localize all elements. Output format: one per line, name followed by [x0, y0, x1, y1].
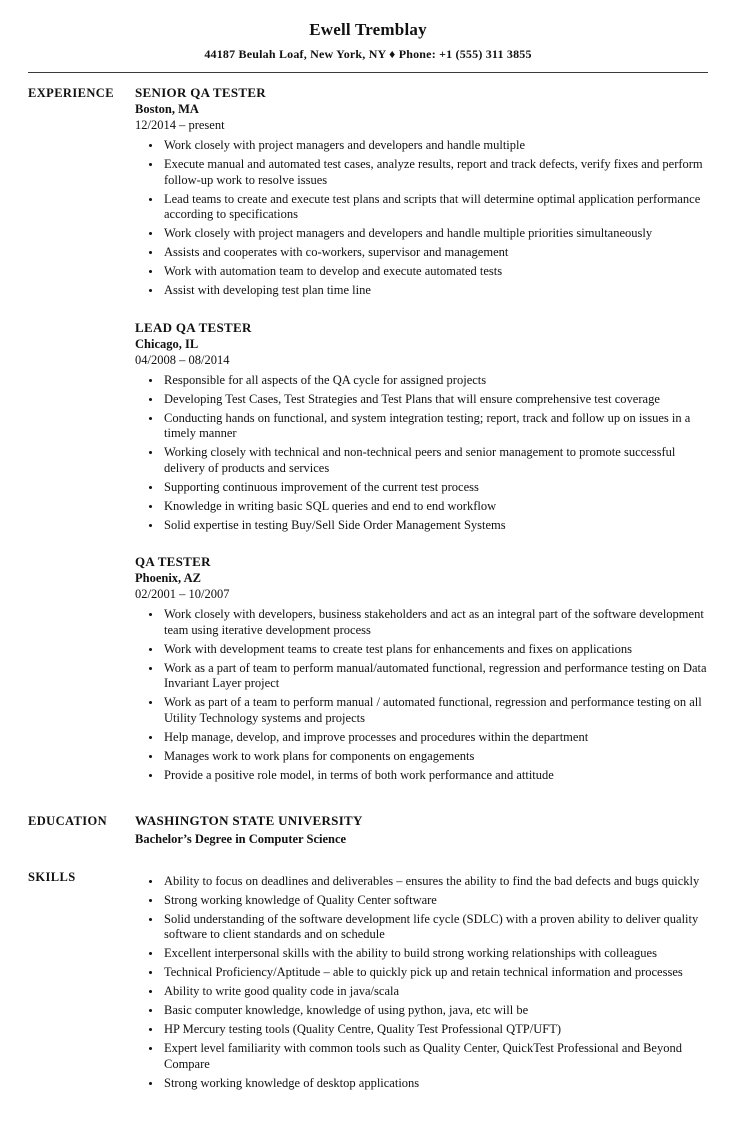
bullet-item: • Work with development teams to create test plans for enhancements and fixes on applications: [162, 642, 708, 658]
resume-header: [28, 16, 708, 62]
bullet-item: • Work closely with developers, business stakeholders and act as an integral part of the software development team using iterative development process: [162, 607, 708, 638]
skills-list: [135, 874, 708, 1092]
job-entry: [135, 85, 708, 299]
bullet-item: • Provide a positive role model, in terms of both work performance and attitude: [162, 768, 708, 784]
bullet-item: • Work closely with project managers and developers and handle multiple priorities simultaneously: [162, 226, 708, 242]
bullet-item: • Excellent interpersonal skills with the ability to build strong working relationships with colleagues: [162, 946, 708, 962]
job-bullets: [135, 373, 708, 534]
bullet-item: • Work as a part of team to perform manual/automated functional, regression and performance testing on Data Invariant Layer project: [162, 661, 708, 692]
job-entry: [135, 320, 708, 534]
degree-name: Bachelor’s Degree in Computer Science: [135, 831, 347, 846]
section-label-experience: EXPERIENCE: [28, 86, 114, 100]
section-experience: [28, 85, 708, 787]
bullet-item: • Work with automation team to develop and execute automated tests: [162, 264, 708, 280]
bullet-item: • Help manage, develop, and improve processes and procedures within the department: [162, 730, 708, 746]
bullet-item: • Work closely with project managers and developers and handle multiple: [162, 138, 708, 154]
header-divider: [28, 72, 708, 73]
section-education: [28, 813, 708, 847]
job-location: Boston, MA: [135, 102, 199, 116]
bullet-item: • Technical Proficiency/Aptitude – able to quickly pick up and retain technical information and processes: [162, 965, 708, 981]
bullet-item: • Lead teams to create and execute test plans and scripts that will determine optimal application performance according to specifications: [162, 192, 708, 223]
bullet-item: • HP Mercury testing tools (Quality Centre, Quality Test Professional QTP/UFT): [162, 1022, 708, 1038]
bullet-item: • Solid expertise in testing Buy/Sell Side Order Management Systems: [162, 518, 708, 534]
bullet-item: • Expert level familiarity with common tools such as Quality Center, QuickTest Professional and Beyond Compare: [162, 1041, 708, 1072]
bullet-item: • Ability to write good quality code in java/scala: [162, 984, 708, 1000]
section-label-education: EDUCATION: [28, 813, 108, 828]
education-content: [135, 813, 708, 847]
job-location: Phoenix, AZ: [135, 571, 201, 585]
bullet-item: • Basic computer knowledge, knowledge of using python, java, etc will be: [162, 1003, 708, 1019]
bullet-item: • Conducting hands on functional, and system integration testing; report, track and follow up on issues in a timely manner: [162, 411, 708, 442]
job-dates: 02/2001 – 10/2007: [135, 587, 230, 601]
bullet-item: • Knowledge in writing basic SQL queries and end to end workflow: [162, 499, 708, 515]
job-location: Chicago, IL: [135, 336, 199, 351]
job-dates: 12/2014 – present: [135, 118, 225, 132]
bullet-item: • Supporting continuous improvement of the current test process: [162, 480, 708, 496]
job-bullets: [135, 607, 708, 783]
bullet-item: • Assist with developing test plan time line: [162, 283, 708, 299]
experience-jobs: [135, 85, 708, 787]
job-bullets: [135, 138, 708, 299]
job-entry: [135, 554, 708, 783]
bullet-item: • Strong working knowledge of desktop applications: [162, 1076, 708, 1092]
bullet-item: • Ability to focus on deadlines and deliverables – ensures the ability to find the bad defects and bugs quickly: [162, 874, 708, 890]
bullet-item: • Developing Test Cases, Test Strategies and Test Plans that will ensure comprehensive test coverage: [162, 392, 708, 408]
section-label-skills: SKILLS: [28, 869, 76, 884]
job-title: QA TESTER: [135, 554, 211, 569]
bullet-item: • Work as part of a team to perform manual / automated functional, regression and performance testing on all Utility Technology systems and projects: [162, 695, 708, 726]
school-name: WASHINGTON STATE UNIVERSITY: [135, 812, 363, 828]
bullet-item: • Solid understanding of the software development life cycle (SDLC) with a proven ability to deliver quality software to client standards and on schedule: [162, 912, 708, 943]
job-title: SENIOR QA TESTER: [135, 85, 266, 100]
contact-line: 44187 Beulah Loaf, New York, NY ♦ Phone: +1 (555) 311 3855: [204, 47, 532, 61]
bullet-item: • Assists and cooperates with co-workers, supervisor and management: [162, 245, 708, 261]
job-title: LEAD QA TESTER: [135, 319, 252, 335]
bullet-item: • Execute manual and automated test cases, analyze results, report and track defects, verify fixes and perform follow-up work to resolve issues: [162, 157, 708, 188]
bullet-item: • Strong working knowledge of Quality Center software: [162, 893, 708, 909]
bullet-item: • Working closely with technical and non-technical peers and senior management to promote successful delivery of products and services: [162, 445, 708, 476]
bullet-item: • Manages work to work plans for components on engagements: [162, 749, 708, 765]
job-dates: 04/2008 – 08/2014: [135, 352, 230, 367]
candidate-name: Ewell Tremblay: [309, 20, 427, 39]
bullet-item: • Responsible for all aspects of the QA cycle for assigned projects: [162, 373, 708, 389]
